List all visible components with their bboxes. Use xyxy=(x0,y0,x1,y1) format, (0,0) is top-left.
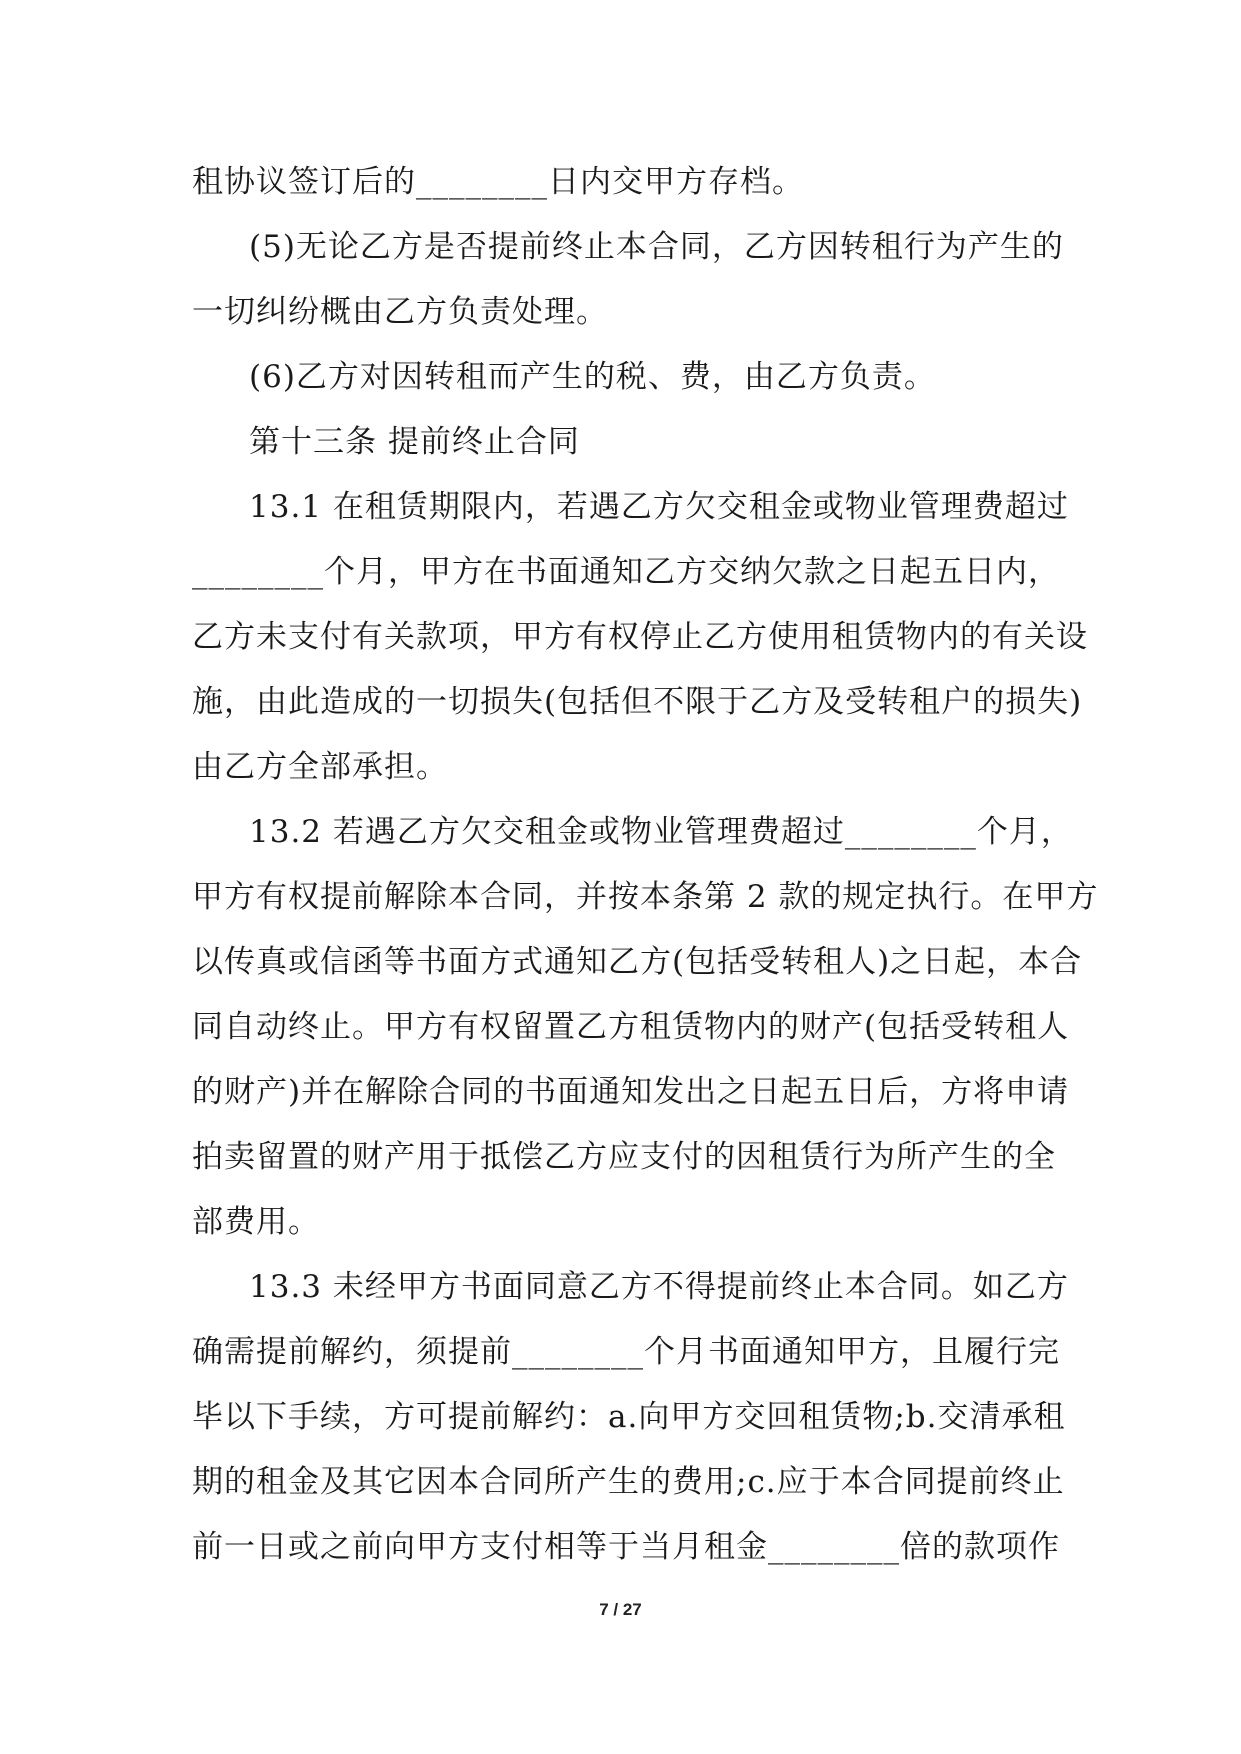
body-line: 毕以下手续，方可提前解约：a.向甲方交回租赁物;b.交清承租 xyxy=(192,1399,1066,1435)
body-line: 一切纠纷概由乙方负责处理。 xyxy=(192,294,608,330)
body-line: 租协议签订后的________日内交甲方存档。 xyxy=(192,164,804,200)
body-line: 13.1 在租赁期限内，若遇乙方欠交租金或物业管理费超过 xyxy=(249,489,1069,525)
contract-body xyxy=(192,150,1099,1580)
body-line: 13.2 若遇乙方欠交租金或物业管理费超过________个月， xyxy=(249,814,1073,850)
body-line: 确需提前解约，须提前________个月书面通知甲方，且履行完 xyxy=(192,1334,1060,1370)
body-line: 同自动终止。甲方有权留置乙方租赁物内的财产(包括受转租人 xyxy=(192,1009,1070,1045)
body-line: 前一日或之前向甲方支付相等于当月租金________倍的款项作 xyxy=(192,1529,1060,1565)
body-line: 施，由此造成的一切损失(包括但不限于乙方及受转租户的损失) xyxy=(192,684,1083,720)
body-line: 由乙方全部承担。 xyxy=(192,749,448,785)
page-number: 7 / 27 xyxy=(599,1600,642,1619)
body-line: 的财产)并在解除合同的书面通知发出之日起五日后，方将申请 xyxy=(192,1074,1070,1110)
section-heading: 第十三条 提前终止合同 xyxy=(249,424,580,460)
body-line: (6)乙方对因转租而产生的税、费，由乙方负责。 xyxy=(249,359,936,395)
body-line: 13.3 未经甲方书面同意乙方不得提前终止本合同。如乙方 xyxy=(249,1269,1069,1305)
body-line: ________个月，甲方在书面通知乙方交纳欠款之日起五日内， xyxy=(192,554,1060,590)
body-line: 以传真或信函等书面方式通知乙方(包括受转租人)之日起，本合 xyxy=(192,944,1083,980)
body-line: 乙方未支付有关款项，甲方有权停止乙方使用租赁物内的有关设 xyxy=(192,619,1088,655)
body-line: 期的租金及其它因本合同所产生的费用;c.应于本合同提前终止 xyxy=(192,1464,1065,1500)
body-line: 部费用。 xyxy=(192,1204,320,1240)
body-line: 拍卖留置的财产用于抵偿乙方应支付的因租赁行为所产生的全 xyxy=(192,1139,1056,1175)
body-line: 甲方有权提前解除本合同，并按本条第 2 款的规定执行。在甲方 xyxy=(192,879,1099,915)
body-line: (5)无论乙方是否提前终止本合同，乙方因转租行为产生的 xyxy=(249,229,1064,265)
